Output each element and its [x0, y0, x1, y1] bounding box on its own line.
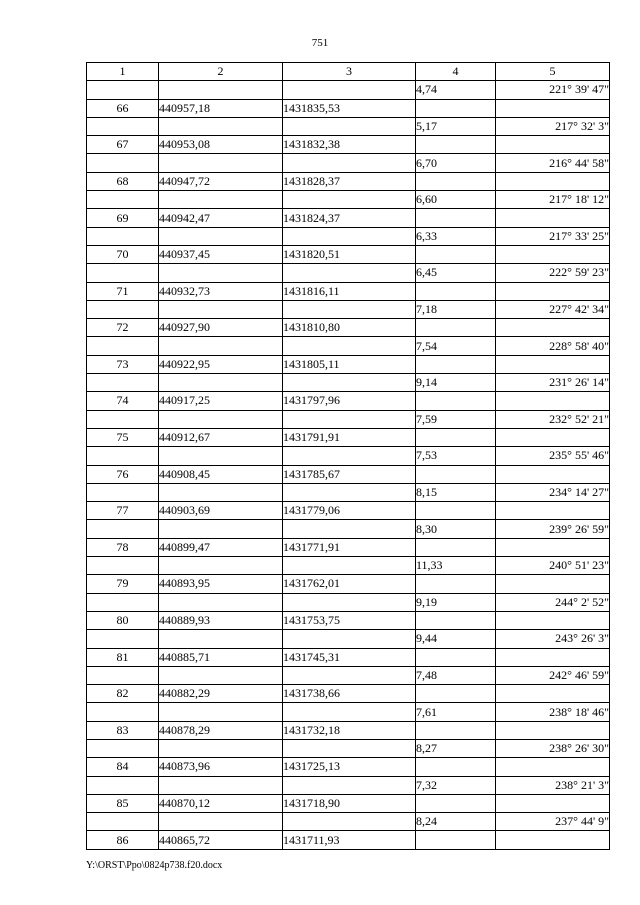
- point-number-cell: 80: [87, 611, 159, 629]
- y-coordinate-cell: [283, 483, 416, 501]
- bearing-cell: 228° 58' 40": [496, 337, 610, 355]
- y-coordinate-cell: 1431785,67: [283, 465, 416, 483]
- point-number-cell: 86: [87, 831, 159, 849]
- bearing-cell: [496, 502, 610, 520]
- y-coordinate-cell: [283, 81, 416, 99]
- x-coordinate-cell: 440878,29: [159, 721, 283, 739]
- point-number-cell: 79: [87, 575, 159, 593]
- distance-cell: [416, 99, 496, 117]
- table-row: [87, 721, 610, 739]
- table-row: [87, 776, 610, 794]
- distance-cell: 7,18: [416, 300, 496, 318]
- x-coordinate-cell: [159, 117, 283, 135]
- table-header-row: [87, 63, 610, 81]
- bearing-cell: [496, 355, 610, 373]
- point-number-cell: [87, 557, 159, 575]
- x-coordinate-cell: [159, 447, 283, 465]
- point-number-cell: [87, 374, 159, 392]
- point-number-cell: [87, 264, 159, 282]
- point-number-cell: 82: [87, 685, 159, 703]
- distance-cell: 5,17: [416, 117, 496, 135]
- bearing-cell: [496, 611, 610, 629]
- distance-cell: [416, 428, 496, 446]
- table-row: [87, 703, 610, 721]
- bearing-cell: [496, 721, 610, 739]
- y-coordinate-cell: 1431835,53: [283, 99, 416, 117]
- x-coordinate-cell: [159, 813, 283, 831]
- x-coordinate-cell: [159, 300, 283, 318]
- table-row: [87, 611, 610, 629]
- bearing-cell: 221° 39' 47": [496, 81, 610, 99]
- bearing-cell: 239° 26' 59": [496, 520, 610, 538]
- bearing-cell: [496, 172, 610, 190]
- table-row: [87, 282, 610, 300]
- bearing-cell: [496, 282, 610, 300]
- table-row: [87, 813, 610, 831]
- table-row: [87, 739, 610, 757]
- x-coordinate-cell: 440903,69: [159, 502, 283, 520]
- point-number-cell: [87, 410, 159, 428]
- x-coordinate-cell: [159, 739, 283, 757]
- y-coordinate-cell: [283, 264, 416, 282]
- bearing-cell: [496, 794, 610, 812]
- bearing-cell: 238° 26' 30": [496, 739, 610, 757]
- table-row: [87, 374, 610, 392]
- x-coordinate-cell: 440942,47: [159, 209, 283, 227]
- y-coordinate-cell: 1431725,13: [283, 758, 416, 776]
- bearing-cell: 232° 52' 21": [496, 410, 610, 428]
- y-coordinate-cell: 1431753,75: [283, 611, 416, 629]
- table-row: [87, 593, 610, 611]
- y-coordinate-cell: 1431805,11: [283, 355, 416, 373]
- y-coordinate-cell: 1431810,80: [283, 319, 416, 337]
- table-row: [87, 648, 610, 666]
- point-number-cell: 69: [87, 209, 159, 227]
- bearing-cell: 244° 2' 52": [496, 593, 610, 611]
- table-row: [87, 794, 610, 812]
- x-coordinate-cell: [159, 264, 283, 282]
- x-coordinate-cell: 440889,93: [159, 611, 283, 629]
- y-coordinate-cell: 1431816,11: [283, 282, 416, 300]
- y-coordinate-cell: [283, 374, 416, 392]
- x-coordinate-cell: [159, 593, 283, 611]
- bearing-cell: [496, 465, 610, 483]
- distance-cell: [416, 758, 496, 776]
- bearing-cell: 238° 18' 46": [496, 703, 610, 721]
- table-row: [87, 538, 610, 556]
- point-number-cell: 81: [87, 648, 159, 666]
- bearing-cell: [496, 136, 610, 154]
- bearing-cell: [496, 209, 610, 227]
- point-number-cell: 72: [87, 319, 159, 337]
- x-coordinate-cell: 440953,08: [159, 136, 283, 154]
- y-coordinate-cell: 1431824,37: [283, 209, 416, 227]
- point-number-cell: [87, 117, 159, 135]
- x-coordinate-cell: 440882,29: [159, 685, 283, 703]
- y-coordinate-cell: [283, 154, 416, 172]
- y-coordinate-cell: [283, 447, 416, 465]
- distance-cell: [416, 538, 496, 556]
- bearing-cell: [496, 428, 610, 446]
- x-coordinate-cell: 440937,45: [159, 245, 283, 263]
- bearing-cell: 222° 59' 23": [496, 264, 610, 282]
- table-row: [87, 520, 610, 538]
- bearing-cell: 238° 21' 3": [496, 776, 610, 794]
- table-row: [87, 172, 610, 190]
- x-coordinate-cell: [159, 630, 283, 648]
- table-row: [87, 191, 610, 209]
- table-row: [87, 136, 610, 154]
- y-coordinate-cell: 1431797,96: [283, 392, 416, 410]
- distance-cell: 6,60: [416, 191, 496, 209]
- table-row: [87, 557, 610, 575]
- x-coordinate-cell: [159, 776, 283, 794]
- y-coordinate-cell: [283, 593, 416, 611]
- x-coordinate-cell: 440917,25: [159, 392, 283, 410]
- table-row: [87, 428, 610, 446]
- table-row: [87, 300, 610, 318]
- distance-cell: 8,24: [416, 813, 496, 831]
- x-coordinate-cell: 440885,71: [159, 648, 283, 666]
- point-number-cell: [87, 813, 159, 831]
- bearing-cell: [496, 99, 610, 117]
- point-number-cell: 71: [87, 282, 159, 300]
- bearing-cell: [496, 758, 610, 776]
- point-number-cell: [87, 81, 159, 99]
- x-coordinate-cell: [159, 703, 283, 721]
- y-coordinate-cell: 1431828,37: [283, 172, 416, 190]
- y-coordinate-cell: 1431762,01: [283, 575, 416, 593]
- x-coordinate-cell: 440899,47: [159, 538, 283, 556]
- table-row: [87, 831, 610, 849]
- y-coordinate-cell: 1431771,91: [283, 538, 416, 556]
- x-coordinate-cell: 440908,45: [159, 465, 283, 483]
- footer-file-path: Y:\ORST\Ppo\0824p738.f20.docx: [86, 860, 223, 871]
- point-number-cell: [87, 483, 159, 501]
- page-number: 751: [311, 37, 329, 49]
- table-row: [87, 392, 610, 410]
- bearing-cell: 237° 44' 9": [496, 813, 610, 831]
- distance-cell: 7,32: [416, 776, 496, 794]
- bearing-cell: 217° 32' 3": [496, 117, 610, 135]
- point-number-cell: 70: [87, 245, 159, 263]
- point-number-cell: [87, 447, 159, 465]
- y-coordinate-cell: [283, 666, 416, 684]
- distance-cell: 7,53: [416, 447, 496, 465]
- distance-cell: [416, 319, 496, 337]
- bearing-cell: 242° 46' 59": [496, 666, 610, 684]
- distance-cell: [416, 831, 496, 849]
- distance-cell: [416, 721, 496, 739]
- column-header: 3: [283, 63, 416, 81]
- table-row: [87, 99, 610, 117]
- table-row: [87, 264, 610, 282]
- x-coordinate-cell: [159, 374, 283, 392]
- y-coordinate-cell: [283, 557, 416, 575]
- distance-cell: [416, 575, 496, 593]
- x-coordinate-cell: [159, 337, 283, 355]
- table-row: [87, 355, 610, 373]
- y-coordinate-cell: 1431738,66: [283, 685, 416, 703]
- point-number-cell: [87, 593, 159, 611]
- y-coordinate-cell: [283, 703, 416, 721]
- bearing-cell: 234° 14' 27": [496, 483, 610, 501]
- distance-cell: [416, 245, 496, 263]
- distance-cell: 7,54: [416, 337, 496, 355]
- bearing-cell: [496, 392, 610, 410]
- bearing-cell: 243° 26' 3": [496, 630, 610, 648]
- x-coordinate-cell: 440893,95: [159, 575, 283, 593]
- distance-cell: [416, 355, 496, 373]
- column-header: 1: [87, 63, 159, 81]
- y-coordinate-cell: [283, 813, 416, 831]
- column-header: 4: [416, 63, 496, 81]
- y-coordinate-cell: [283, 520, 416, 538]
- y-coordinate-cell: [283, 630, 416, 648]
- distance-cell: [416, 282, 496, 300]
- distance-cell: [416, 136, 496, 154]
- x-coordinate-cell: 440932,73: [159, 282, 283, 300]
- y-coordinate-cell: 1431718,90: [283, 794, 416, 812]
- bearing-cell: 216° 44' 58": [496, 154, 610, 172]
- table-row: [87, 154, 610, 172]
- distance-cell: [416, 648, 496, 666]
- distance-cell: 4,74: [416, 81, 496, 99]
- x-coordinate-cell: 440873,96: [159, 758, 283, 776]
- y-coordinate-cell: [283, 337, 416, 355]
- coordinates-table: [86, 62, 610, 850]
- y-coordinate-cell: [283, 776, 416, 794]
- point-number-cell: 84: [87, 758, 159, 776]
- x-coordinate-cell: [159, 227, 283, 245]
- table-body: [87, 81, 610, 849]
- bearing-cell: [496, 648, 610, 666]
- table-row: [87, 465, 610, 483]
- bearing-cell: 240° 51' 23": [496, 557, 610, 575]
- y-coordinate-cell: 1431820,51: [283, 245, 416, 263]
- distance-cell: [416, 502, 496, 520]
- distance-cell: 9,14: [416, 374, 496, 392]
- distance-cell: [416, 392, 496, 410]
- distance-cell: 11,33: [416, 557, 496, 575]
- table-row: [87, 227, 610, 245]
- table-row: [87, 319, 610, 337]
- point-number-cell: [87, 630, 159, 648]
- y-coordinate-cell: [283, 191, 416, 209]
- table-row: [87, 447, 610, 465]
- x-coordinate-cell: [159, 191, 283, 209]
- point-number-cell: [87, 703, 159, 721]
- y-coordinate-cell: 1431832,38: [283, 136, 416, 154]
- distance-cell: [416, 611, 496, 629]
- x-coordinate-cell: [159, 666, 283, 684]
- bearing-cell: 227° 42' 34": [496, 300, 610, 318]
- table-row: [87, 337, 610, 355]
- bearing-cell: 235° 55' 46": [496, 447, 610, 465]
- y-coordinate-cell: [283, 300, 416, 318]
- distance-cell: [416, 172, 496, 190]
- x-coordinate-cell: [159, 154, 283, 172]
- distance-cell: 6,70: [416, 154, 496, 172]
- distance-cell: [416, 794, 496, 812]
- distance-cell: 9,44: [416, 630, 496, 648]
- point-number-cell: 83: [87, 721, 159, 739]
- bearing-cell: [496, 575, 610, 593]
- point-number-cell: 74: [87, 392, 159, 410]
- table-row: [87, 117, 610, 135]
- point-number-cell: 68: [87, 172, 159, 190]
- point-number-cell: [87, 191, 159, 209]
- x-coordinate-cell: [159, 410, 283, 428]
- point-number-cell: 75: [87, 428, 159, 446]
- y-coordinate-cell: [283, 117, 416, 135]
- table-row: [87, 758, 610, 776]
- bearing-cell: [496, 831, 610, 849]
- point-number-cell: [87, 227, 159, 245]
- x-coordinate-cell: 440870,12: [159, 794, 283, 812]
- y-coordinate-cell: [283, 410, 416, 428]
- distance-cell: 9,19: [416, 593, 496, 611]
- distance-cell: 8,15: [416, 483, 496, 501]
- distance-cell: 6,33: [416, 227, 496, 245]
- point-number-cell: [87, 666, 159, 684]
- bearing-cell: [496, 685, 610, 703]
- x-coordinate-cell: 440947,72: [159, 172, 283, 190]
- x-coordinate-cell: 440922,95: [159, 355, 283, 373]
- table-row: [87, 483, 610, 501]
- x-coordinate-cell: [159, 81, 283, 99]
- y-coordinate-cell: [283, 739, 416, 757]
- distance-cell: 8,30: [416, 520, 496, 538]
- point-number-cell: 76: [87, 465, 159, 483]
- bearing-cell: 217° 18' 12": [496, 191, 610, 209]
- y-coordinate-cell: 1431745,31: [283, 648, 416, 666]
- bearing-cell: [496, 319, 610, 337]
- table-row: [87, 81, 610, 99]
- point-number-cell: 78: [87, 538, 159, 556]
- distance-cell: 6,45: [416, 264, 496, 282]
- column-header: 5: [496, 63, 610, 81]
- bearing-cell: 217° 33' 25": [496, 227, 610, 245]
- point-number-cell: [87, 300, 159, 318]
- table-row: [87, 685, 610, 703]
- table-row: [87, 666, 610, 684]
- distance-cell: [416, 209, 496, 227]
- y-coordinate-cell: 1431711,93: [283, 831, 416, 849]
- point-number-cell: 67: [87, 136, 159, 154]
- bearing-cell: [496, 245, 610, 263]
- point-number-cell: [87, 739, 159, 757]
- distance-cell: 7,59: [416, 410, 496, 428]
- y-coordinate-cell: 1431779,06: [283, 502, 416, 520]
- table-row: [87, 630, 610, 648]
- table-row: [87, 410, 610, 428]
- x-coordinate-cell: [159, 557, 283, 575]
- bearing-cell: 231° 26' 14": [496, 374, 610, 392]
- table-row: [87, 575, 610, 593]
- y-coordinate-cell: [283, 227, 416, 245]
- distance-cell: [416, 465, 496, 483]
- point-number-cell: 77: [87, 502, 159, 520]
- x-coordinate-cell: 440957,18: [159, 99, 283, 117]
- table-row: [87, 209, 610, 227]
- point-number-cell: [87, 154, 159, 172]
- distance-cell: 8,27: [416, 739, 496, 757]
- point-number-cell: [87, 520, 159, 538]
- x-coordinate-cell: 440865,72: [159, 831, 283, 849]
- point-number-cell: 85: [87, 794, 159, 812]
- table-row: [87, 245, 610, 263]
- point-number-cell: [87, 337, 159, 355]
- distance-cell: 7,61: [416, 703, 496, 721]
- point-number-cell: [87, 776, 159, 794]
- distance-cell: 7,48: [416, 666, 496, 684]
- x-coordinate-cell: [159, 483, 283, 501]
- point-number-cell: 73: [87, 355, 159, 373]
- table-row: [87, 502, 610, 520]
- distance-cell: [416, 685, 496, 703]
- y-coordinate-cell: 1431732,18: [283, 721, 416, 739]
- column-header: 2: [159, 63, 283, 81]
- bearing-cell: [496, 538, 610, 556]
- x-coordinate-cell: 440927,90: [159, 319, 283, 337]
- x-coordinate-cell: [159, 520, 283, 538]
- y-coordinate-cell: 1431791,91: [283, 428, 416, 446]
- point-number-cell: 66: [87, 99, 159, 117]
- x-coordinate-cell: 440912,67: [159, 428, 283, 446]
